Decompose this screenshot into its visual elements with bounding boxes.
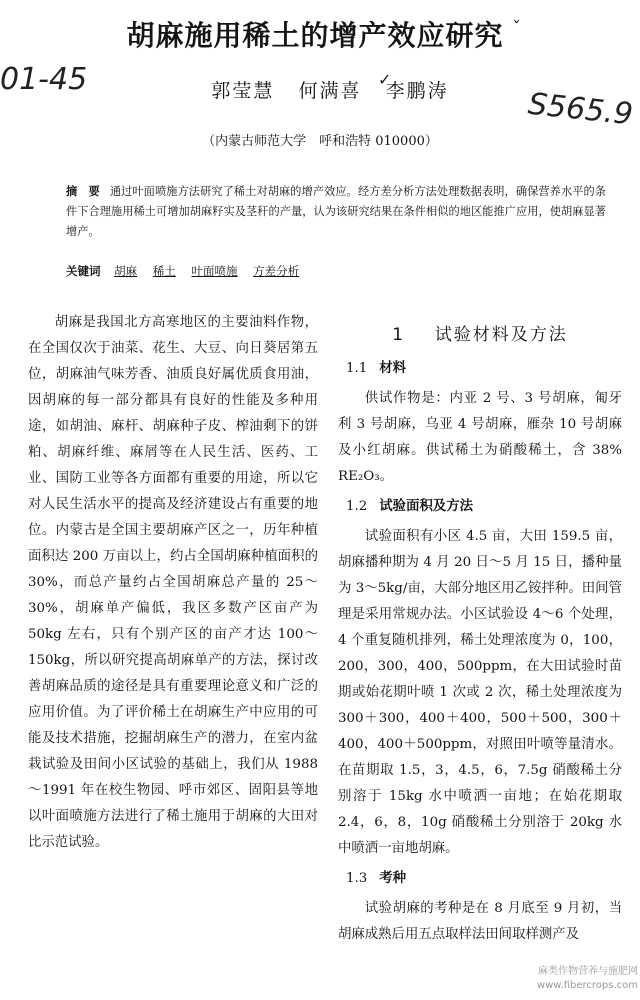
subsection-text: 试验面积有小区 4.5 亩，大田 159.5 亩，胡麻播种期为 4 月 20 日～5 月 15 日，播种量为 3～5kg/亩，大部分地区用乙铵拌种。田间管理是采用常规办法。小区试验设 4～6 个处理，4 个重复随机排列，稀土处理浓度为 0，100，200，300，400，500ppm，在大田试验时苗期或始花期叶喷 1 次或 2 次，稀土处理浓度为 300＋300，400＋400，500＋500，300＋400，400＋500ppm，对照田叶喷等量清水。在苗期取 1.5，3，4.5，6，7.5g 硝酸稀土分别溶于 15kg 水中喷洒一亩地；在始花期取 2.4，6，8，10g 硝酸稀土分别溶于 20kg 水中喷洒一亩地胡麻。 <box>338 529 622 856</box>
watermark-line: www.fibercrops.com <box>536 980 638 991</box>
right-column <box>338 322 622 948</box>
subsection-title: 考种 <box>379 871 407 886</box>
handwritten-note-left: 01-45 <box>0 62 88 97</box>
subsection-number: 1.2 <box>346 499 368 514</box>
subsection-number: 1.3 <box>346 871 368 886</box>
section-heading <box>338 322 622 348</box>
watermark-line: 麻类作物营养与施肥网 <box>538 966 638 977</box>
intro-paragraph: 胡麻是我国北方高寒地区的主要油料作物，在全国仅次于油菜、花生、大豆、向日葵居第五位，胡麻油气味芳香、油质良好属优质食用油，因胡麻的每一部分都具有良好的性能及多种用途，如胡油、麻杆、胡麻种子皮、榨油剩下的饼粕、胡麻纤维、麻屑等在人民生活、医药、工业、国防工业等各方面都有重要的用途，所以它对人民生活水平的提高及经济建设占有重要的地位。内蒙古是全国主要胡麻产区之一，历年种植面积达 200 万亩以上，约占全国胡麻种植面积的 30%，而总产量约占全国胡麻总产量的 25～30%，胡麻单产偏低，我区多数产区亩产为 50kg 左右，只有个别产区的亩产才达 100～150kg，所以研究提高胡麻单产的方法，探讨改善胡麻品质的途径是具有重要理论意义和广泛的应用价值。为了评价稀土在胡麻生产中应用的可能及技术措施，挖掘胡麻生产的潜力，在室内盆栽试验及田间小区试验的基础上，我们从 1988～1991 年在校生物园、呼市郊区、固阳县等地以叶面喷施方法进行了稀土施用于胡麻的大田对比示范试验。 <box>28 315 318 850</box>
author-name: 李鹏涛 <box>385 80 449 102</box>
keyword: 叶面喷施 <box>191 264 238 278</box>
title-mark: ˇ <box>512 18 521 39</box>
subsection-title: 材料 <box>379 361 407 376</box>
keyword: 方差分析 <box>253 264 300 278</box>
abstract-label: 摘 要 <box>66 185 100 198</box>
handwritten-check-mark: ✓ <box>378 70 392 89</box>
subsection-text: 供试作物是：内亚 2 号、3 号胡麻，匍牙利 3 号胡麻，乌亚 4 号胡麻，雁杂 10 号胡麻及小红胡麻。供试稀土为硝酸稀土，含 38% RE₂O₃。 <box>338 391 622 484</box>
author-name: 何满喜 <box>298 80 362 102</box>
keyword: 稀土 <box>152 264 176 278</box>
paper-title: 胡麻施用稀土的增产效应研究 <box>126 19 504 52</box>
left-column <box>28 310 318 856</box>
keyword: 胡麻 <box>114 264 138 278</box>
keywords <box>66 262 606 280</box>
handwritten-note-right: S565.9 <box>526 86 635 133</box>
subsection-heading <box>346 356 622 382</box>
abstract-text: 通过叶面喷施方法研究了稀土对胡麻的增产效应。经方差分析方法处理数据表明，确保营养水平的条件下合理施用稀土可增加胡麻籽实及茎秆的产量，认为该研究结果在条件相似的地区能推广应用，使胡麻显著增产。 <box>66 185 606 238</box>
subsection-title: 试验面积及方法 <box>379 499 474 514</box>
section-number: 1 <box>392 325 406 345</box>
affiliation: （内蒙古师范大学 呼和浩特 010000） <box>202 134 438 149</box>
keywords-label: 关键词 <box>66 264 101 278</box>
subsection-number: 1.1 <box>346 361 368 376</box>
subsection-text: 试验胡麻的考种是在 8 月底至 9 月初，当胡麻成熟后用五点取样法田间取样测产及 <box>338 901 622 942</box>
subsection-heading <box>346 866 622 892</box>
subsection-heading <box>346 494 622 520</box>
section-title: 试验材料及方法 <box>434 325 568 345</box>
author-list <box>200 76 460 103</box>
abstract <box>66 182 606 242</box>
site-watermark <box>516 965 638 993</box>
author-name: 郭莹慧 <box>211 80 275 102</box>
